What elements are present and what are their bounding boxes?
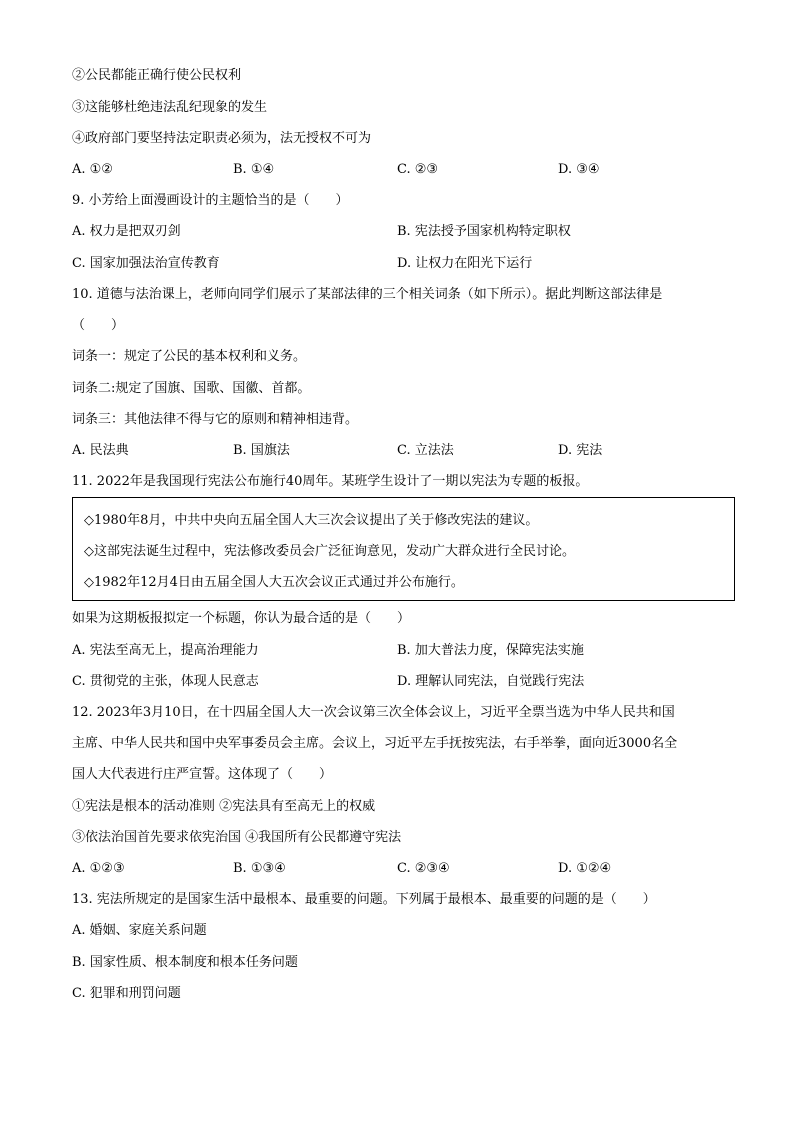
q8-statement-2: ②公民都能正确行使公民权利 <box>72 68 242 83</box>
q11-box-item-3: ◇1982年12月4日由五届全国人大五次会议正式通过并公布施行。 <box>84 575 464 590</box>
q12-stem-line-2: 主席、中华人民共和国中央军事委员会主席。会议上，习近平左手抚按宪法，右手举拳，面向近3000名全 <box>72 736 678 751</box>
q8-options <box>72 161 722 179</box>
q12-statements-line-2: ③依法治国首先要求依宪治国 ④我国所有公民都遵守宪法 <box>72 830 402 845</box>
q11-option-d: D. 理解认同宪法，自觉践行宪法 <box>397 674 585 689</box>
q10-entry-3: 词条三：其他法律不得与它的原则和精神相违背。 <box>72 412 359 427</box>
q8-option-d: D. ③④ <box>558 162 600 177</box>
q13-stem: 13. 宪法所规定的是国家生活中最根本、最重要的问题。下列属于最根本、最重要的问题的是（ ） <box>72 892 656 907</box>
q9-stem: 9. 小芳给上面漫画设计的主题恰当的是（ ） <box>72 193 349 208</box>
q10-stem-line-2: （ ） <box>72 318 125 333</box>
q10-option-a: A. 民法典 <box>72 443 129 458</box>
q8-option-b: B. ①④ <box>233 162 275 177</box>
q11-box-item-1: ◇1980年8月，中共中央向五届全国人大三次会议提出了关于修改宪法的建议。 <box>84 513 539 528</box>
q10-option-c: C. 立法法 <box>397 443 454 458</box>
q8-statement-3: ③这能够杜绝违法乱纪现象的发生 <box>72 100 268 115</box>
q11-question: 如果为这期板报拟定一个标题，你认为最合适的是（ ） <box>72 611 411 626</box>
q12-statements-line-1: ①宪法是根本的活动准则 ②宪法具有至高无上的权威 <box>72 799 376 814</box>
q13-option-c: C. 犯罪和刑罚问题 <box>72 986 181 1001</box>
q11-stem: 11. 2022年是我国现行宪法公布施行40周年。某班学生设计了一期以宪法为专题的板报。 <box>72 474 589 489</box>
q11-options-row-1 <box>72 642 722 660</box>
q10-option-d: D. 宪法 <box>558 443 603 458</box>
q12-stem-line-1: 12. 2023年3月10日，在十四届全国人大一次会议第三次全体会议上，习近平全票当选为中华人民共和国 <box>72 705 675 720</box>
q9-options-row-1 <box>72 223 722 241</box>
q9-option-d: D. 让权力在阳光下运行 <box>397 256 533 271</box>
q11-blackboard-box <box>72 497 735 601</box>
q8-option-c: C. ②③ <box>397 162 439 177</box>
q12-option-a: A. ①②③ <box>72 861 125 876</box>
q9-option-a: A. 权力是把双刃剑 <box>72 224 181 239</box>
q11-option-b: B. 加大普法力度，保障宪法实施 <box>397 643 584 658</box>
q10-option-b: B. 国旗法 <box>233 443 290 458</box>
q9-options-row-2 <box>72 255 722 273</box>
q10-stem-line-1: 10. 道德与法治课上，老师向同学们展示了某部法律的三个相关词条（如下所示）。据此判断这部法律是 <box>72 287 663 302</box>
q10-options <box>72 442 722 460</box>
q12-options <box>72 860 722 878</box>
q11-options-row-2 <box>72 673 722 691</box>
q12-option-d: D. ①②④ <box>558 861 612 876</box>
q12-option-c: C. ②③④ <box>397 861 450 876</box>
q9-option-b: B. 宪法授予国家机构特定职权 <box>397 224 571 239</box>
q11-box-item-2: ◇这部宪法诞生过程中，宪法修改委员会广泛征询意见，发动广大群众进行全民讨论。 <box>84 544 575 559</box>
q11-option-a: A. 宪法至高无上，提高治理能力 <box>72 643 259 658</box>
q8-option-a: A. ①② <box>72 162 113 177</box>
q9-option-c: C. 国家加强法治宣传教育 <box>72 256 220 271</box>
q10-entry-2: 词条二:规定了国旗、国歌、国徽、首都。 <box>72 381 311 396</box>
q13-option-a: A. 婚姻、家庭关系问题 <box>72 923 207 938</box>
q12-option-b: B. ①③④ <box>233 861 286 876</box>
q8-statement-4: ④政府部门要坚持法定职责必须为，法无授权不可为 <box>72 131 372 146</box>
q10-entry-1: 词条一：规定了公民的基本权利和义务。 <box>72 349 307 364</box>
q12-stem-line-3: 国人大代表进行庄严宣誓。这体现了（ ） <box>72 767 333 782</box>
q13-option-b: B. 国家性质、根本制度和根本任务问题 <box>72 955 298 970</box>
q11-option-c: C. 贯彻党的主张，体现人民意志 <box>72 674 259 689</box>
